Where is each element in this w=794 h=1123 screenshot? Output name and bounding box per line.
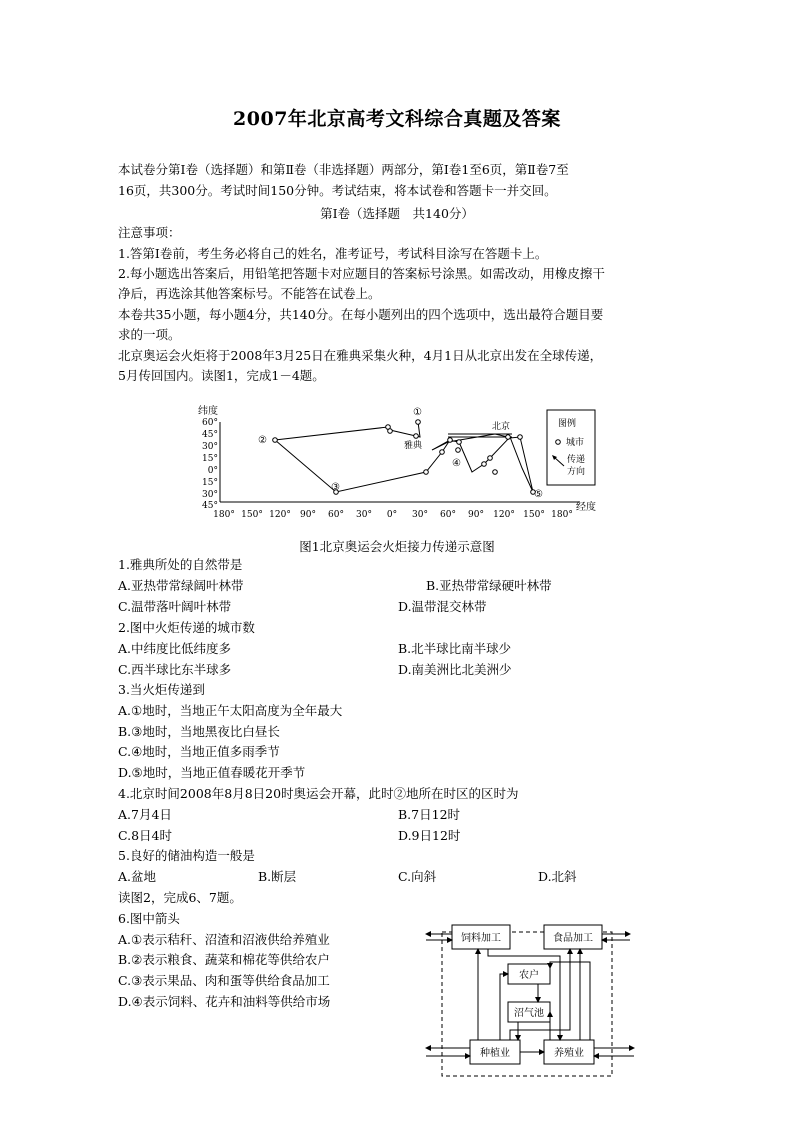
rule-b: 求的一项。	[118, 327, 181, 342]
legend-dir-a: 传递	[567, 455, 586, 465]
city-dot	[456, 448, 461, 453]
lon-label: 180°	[213, 510, 235, 520]
passage-a: 北京奥运会火炬将于2008年3月25日在雅典采集火种，4月1日从北京出发在全球传递，	[118, 348, 603, 363]
city-dot	[273, 438, 278, 443]
q6-option-c: C.③表示果品、肉和蛋等供给食品加工	[118, 973, 330, 988]
city-dot	[457, 440, 462, 445]
q4-option-a: A.7月4日	[118, 807, 172, 822]
q4-option-b: B.7日12时	[398, 807, 461, 822]
box-feed-label: 饲料加工	[461, 933, 501, 944]
agri-cycle-diagram	[420, 918, 640, 1083]
torch-relay-map	[190, 400, 610, 525]
q1-stem: 1.雅典所处的自然带是	[118, 557, 243, 572]
notice-1: 1.答第Ⅰ卷前，考生务必将自己的姓名，准考证号，考试科目涂写在答题卡上。	[118, 246, 548, 261]
lat-label: 30°	[202, 442, 218, 452]
lat-label: 45°	[202, 430, 218, 440]
q4-stem: 4.北京时间2008年8月8日20时奥运会开幕，此时②地所在时区的区时为	[118, 786, 519, 801]
city-dot	[506, 435, 511, 440]
q3-option-a: A.①地时，当地正午太阳高度为全年最大	[118, 703, 343, 718]
lon-label: 120°	[269, 510, 291, 520]
lat-label: 0°	[207, 466, 218, 476]
city-dot	[440, 450, 445, 455]
q2-option-b: B.北半球比南半球少	[398, 641, 512, 656]
city-dot	[388, 429, 393, 434]
q1-option-b: B.亚热带常绿硬叶林带	[426, 578, 552, 593]
lat-label: 45°	[202, 501, 218, 511]
lon-label: 90°	[300, 510, 316, 520]
lon-label: 90°	[468, 510, 484, 520]
city-dot	[493, 470, 498, 475]
marker-3: ③	[331, 482, 340, 493]
notice-2a: 2.每小题选出答案后，用铅笔把答题卡对应题目的答案标号涂黑。如需改动，用橡皮擦干	[118, 266, 605, 281]
q1-option-c: C.温带落叶阔叶林带	[118, 599, 232, 614]
lat-label: 30°	[202, 490, 218, 500]
lon-label: 180°	[551, 510, 573, 520]
q3-option-b: B.③地时，当地黑夜比白昼长	[118, 724, 280, 739]
q1-option-a: A.亚热带常绿阔叶林带	[118, 578, 244, 593]
q6-option-b: B.②表示粮食、蔬菜和棉花等供给农户	[118, 952, 330, 967]
marker-2: ②	[258, 435, 267, 446]
marker-5: ⑤	[534, 489, 543, 500]
city-dot	[448, 438, 453, 443]
q6-option-d: D.④表示饲料、花卉和油料等供给市场	[118, 994, 331, 1009]
q3-option-d: D.⑤地时，当地正值春暖花开季节	[118, 765, 306, 780]
q1-option-d: D.温带混交林带	[398, 599, 487, 614]
box-breeding-label: 养殖业	[554, 1048, 584, 1059]
box-farmer-label: 农户	[519, 970, 539, 981]
q6-option-a: A.①表示秸秆、沼渣和沼液供给养殖业	[118, 932, 330, 947]
q5-option-b: B.断层	[258, 869, 297, 884]
marker-4: ④	[452, 458, 461, 469]
marker-1: ①	[413, 407, 422, 418]
box-food-label: 食品加工	[553, 933, 593, 944]
read-fig2: 读图2，完成6、7题。	[118, 890, 242, 905]
q2-option-d: D.南美洲比北美洲少	[398, 662, 512, 677]
q3-stem: 3.当火炬传递到	[118, 682, 205, 697]
q5-option-d: D.北斜	[538, 869, 577, 884]
notice-2b: 净后，再选涂其他答案标号。不能答在试卷上。	[118, 286, 381, 301]
legend-city: 城市	[566, 438, 585, 448]
lon-label: 60°	[328, 510, 344, 520]
passage-b: 5月传回国内。读图1，完成1－4题。	[118, 368, 325, 383]
city-dot	[424, 470, 429, 475]
notice-heading: 注意事项：	[118, 225, 181, 240]
box-planting-label: 种植业	[480, 1048, 510, 1059]
city-dot	[482, 462, 487, 467]
label-beijing: 北京	[492, 422, 511, 432]
city-dot	[518, 435, 523, 440]
page-title: 2007年北京高考文科综合真题及答案	[233, 108, 561, 130]
lon-label: 150°	[523, 510, 545, 520]
lon-label: 30°	[412, 510, 428, 520]
city-dot	[416, 420, 421, 425]
q3-option-c: C.④地时，当地正值多雨季节	[118, 744, 280, 759]
lon-label: 120°	[493, 510, 515, 520]
lat-label: 15°	[202, 478, 218, 488]
part1-heading: 第Ⅰ卷（选择题 共140分）	[320, 206, 474, 221]
intro-line-2: 16页，共300分。考试时间150分钟。考试结束，将本试卷和答题卡一并交回。	[118, 183, 557, 198]
lat-label: 60°	[202, 418, 218, 428]
y-axis-title: 纬度	[198, 406, 218, 417]
city-dot	[488, 456, 493, 461]
intro-line-1: 本试卷分第Ⅰ卷（选择题）和第Ⅱ卷（非选择题）两部分，第Ⅰ卷1至6页，第Ⅱ卷7至	[118, 162, 569, 177]
q5-option-a: A.盆地	[118, 869, 157, 884]
q5-option-c: C.向斜	[398, 869, 437, 884]
lon-label: 150°	[241, 510, 263, 520]
q4-option-d: D.9日12时	[398, 828, 461, 843]
lat-label: 15°	[202, 454, 218, 464]
lon-label: 0°	[386, 510, 398, 520]
rule-a: 本卷共35小题，每小题4分，共140分。在每小题列出的四个选项中，选出最符合题目要	[118, 307, 604, 322]
lon-label: 60°	[440, 510, 456, 520]
q5-stem: 5.良好的储油构造一般是	[118, 848, 255, 863]
q2-option-a: A.中纬度比低纬度多	[118, 641, 232, 656]
q2-option-c: C.西半球比东半球多	[118, 662, 232, 677]
q2-stem: 2.图中火炬传递的城市数	[118, 620, 255, 635]
fig1-caption: 图1北京奥运会火炬接力传递示意图	[299, 539, 495, 554]
city-dot	[414, 434, 419, 439]
q4-option-c: C.8日4时	[118, 828, 172, 843]
box-biogas-label: 沼气池	[514, 1008, 544, 1019]
legend-dir-b: 方向	[567, 467, 586, 477]
x-axis-title: 经度	[576, 502, 596, 513]
q6-stem: 6.图中箭头	[118, 911, 180, 926]
legend-title: 图例	[558, 419, 577, 429]
lon-label: 30°	[356, 510, 372, 520]
relay-route	[275, 422, 533, 492]
legend-city-dot	[556, 440, 561, 445]
label-athens: 雅典	[404, 441, 423, 451]
